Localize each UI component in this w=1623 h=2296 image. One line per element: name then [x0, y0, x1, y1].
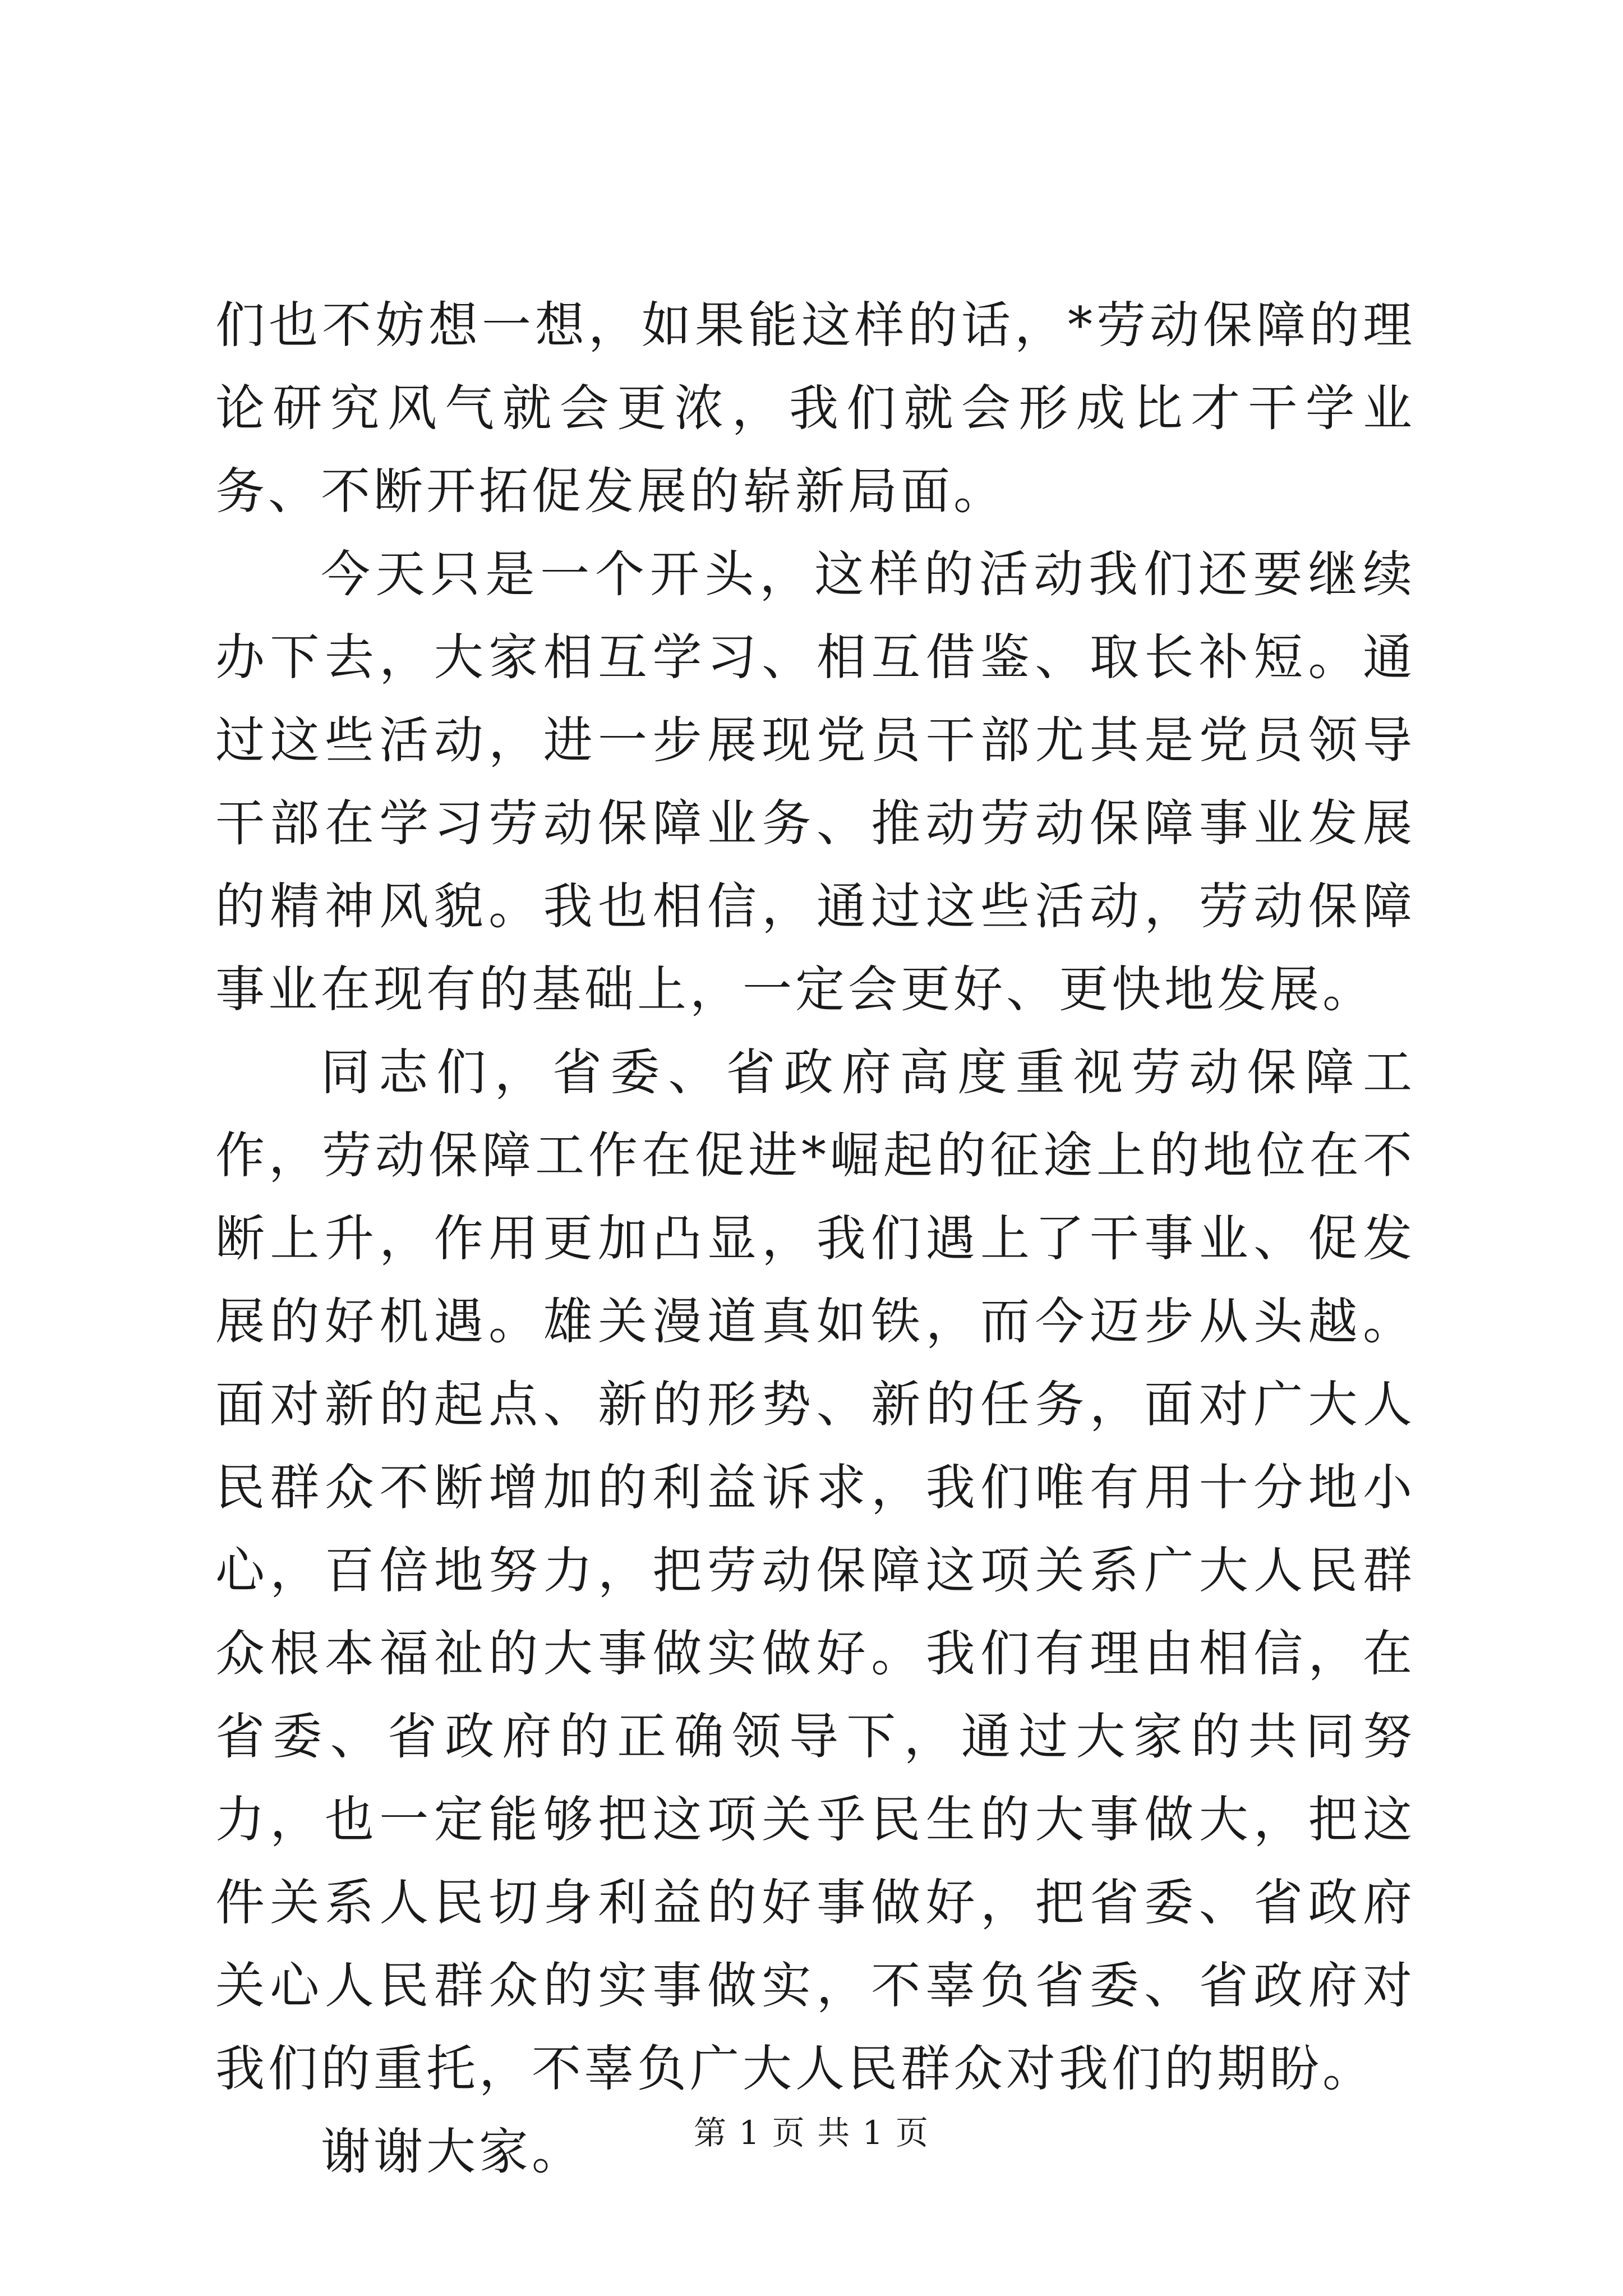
paragraph-thanks: 谢谢大家。 — [321, 2123, 585, 2180]
paragraph-comrades: 同志们，省委、省政府高度重视劳动保障工作，劳动保障工作在促进*崛起的征途上的地位在不断上升，作用更加凸显，我们遇上了干事业、促发展的好机遇。雄关漫道真如铁，而今迈步从头越。面对新的起点、新的形势、新的任务，面对广大人民群众不断增加的利益诉求，我们唯有用十分地小心，百倍地努力，把劳动保障这项关系广大人民群众根本福祉的大事做实做好。我们有理由相信，在省委、省政府的正确领导下，通过大家的共同努力，也一定能够把这项关乎民生的大事做大，把这件关系人民切身利益的好事做好，把省委、省政府关心人民群众的实事做实，不辜负省委、省政府对我们的重托，不辜负广大人民群众对我们的期盼。 — [215, 1043, 1415, 2097]
paragraph-continuation: 们也不妨想一想，如果能这样的话，*劳动保障的理论研究风气就会更浓，我们就会形成比才干学业务、不断开拓促发展的崭新局面。 — [215, 296, 1415, 520]
paragraph-activities: 今天只是一个开头，这样的活动我们还要继续办下去，大家相互学习、相互借鉴、取长补短。通过这些活动，进一步展现党员干部尤其是党员领导干部在学习劳动保障业务、推动劳动保障事业发展的精神风貌。我也相信，通过这些活动，劳动保障事业在现有的基础上，一定会更好、更快地发展。 — [215, 545, 1415, 1018]
document-body — [215, 284, 1415, 2193]
page-footer: 第 1 页 共 1 页 — [694, 2114, 929, 2152]
